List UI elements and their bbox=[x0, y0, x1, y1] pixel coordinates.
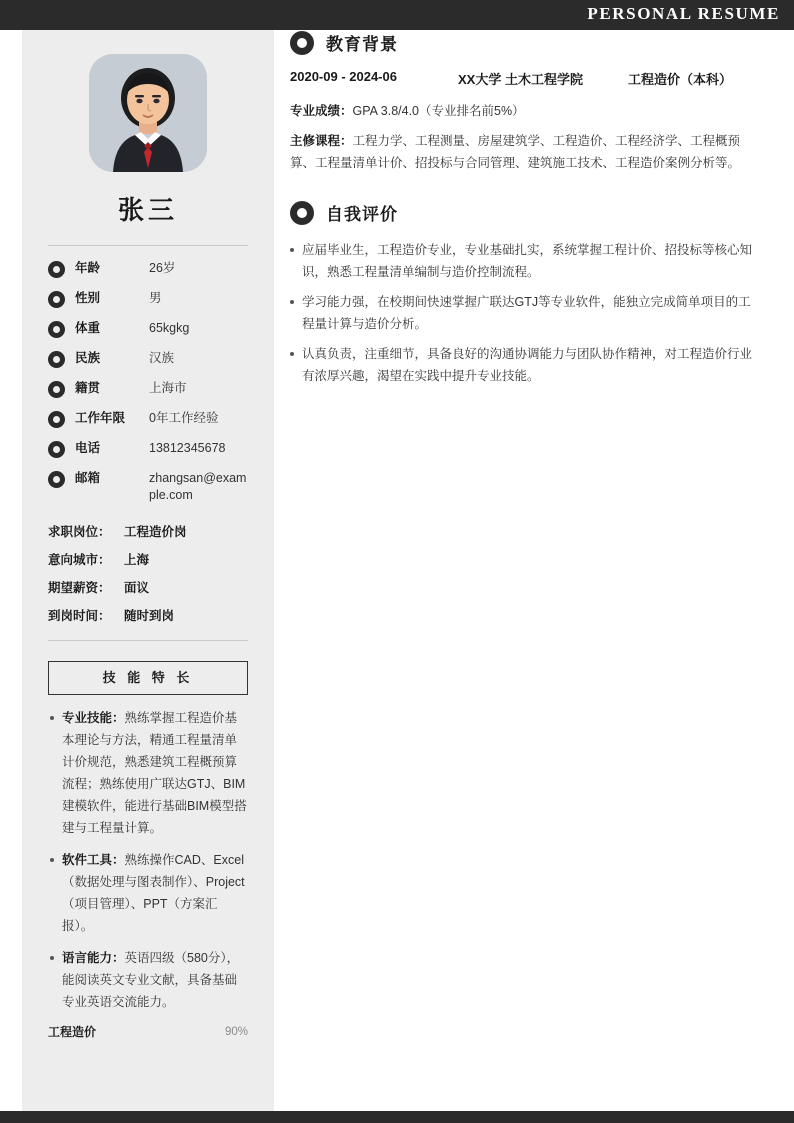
info-row bbox=[48, 380, 248, 398]
candidate-name: 张三 bbox=[117, 195, 178, 225]
section-title: 教育背景 bbox=[326, 35, 398, 54]
circle-dot-icon bbox=[48, 351, 65, 368]
info-value: 男 bbox=[149, 291, 162, 305]
education-section bbox=[290, 30, 760, 174]
circle-dot-icon bbox=[48, 261, 65, 278]
list-item bbox=[50, 707, 248, 839]
pref-label: 期望薪资： bbox=[48, 581, 111, 595]
info-value: 26岁 bbox=[149, 261, 176, 275]
skill-label: 软件工具： bbox=[62, 853, 125, 867]
info-row bbox=[48, 410, 248, 428]
evaluation-text: 应届毕业生，工程造价专业，专业基础扎实，系统掌握工程计价、招投标等核心知识，熟悉工程量清单编制与造价控制流程。 bbox=[302, 243, 753, 279]
skill-bar-label: 工程造价 bbox=[48, 1025, 97, 1039]
info-row bbox=[48, 470, 248, 504]
skill-label: 语言能力： bbox=[62, 951, 125, 965]
info-value: zhangsan@example.com bbox=[149, 471, 247, 502]
pref-row bbox=[48, 606, 248, 624]
info-row bbox=[48, 440, 248, 458]
bullet-dot-icon bbox=[290, 352, 294, 356]
pref-row bbox=[48, 578, 248, 596]
job-preferences bbox=[48, 522, 248, 624]
info-label: 体重 bbox=[75, 321, 101, 335]
education-gpa-label: 专业成绩： bbox=[290, 104, 353, 118]
info-value: 65kgkg bbox=[149, 321, 190, 335]
skills-list bbox=[48, 707, 248, 1013]
section-header bbox=[290, 200, 760, 225]
bullet-dot-icon bbox=[50, 858, 54, 862]
education-school: XX大学 土木工程学院 bbox=[458, 72, 583, 87]
education-courses bbox=[290, 130, 760, 174]
info-label: 民族 bbox=[75, 351, 101, 365]
page-title: PERSONAL RESUME bbox=[587, 4, 780, 23]
personal-info-list bbox=[48, 260, 248, 504]
info-value: 0年工作经验 bbox=[149, 411, 219, 425]
info-row bbox=[48, 350, 248, 368]
info-value: 上海市 bbox=[149, 381, 187, 395]
list-item bbox=[290, 291, 760, 335]
evaluation-text: 认真负责，注重细节，具备良好的沟通协调能力与团队协作精神，对工程造价行业有浓厚兴趣，渴望在实践中提升专业技能。 bbox=[302, 347, 753, 383]
skill-label: 专业技能： bbox=[62, 711, 125, 725]
circle-dot-icon bbox=[48, 411, 65, 428]
divider bbox=[48, 245, 248, 246]
sidebar bbox=[22, 30, 274, 1123]
info-label: 工作年限 bbox=[75, 411, 126, 425]
list-item bbox=[50, 849, 248, 937]
bullet-dot-icon bbox=[50, 716, 54, 720]
list-item bbox=[50, 947, 248, 1013]
pref-label: 求职岗位： bbox=[48, 525, 111, 539]
skill-bar-row bbox=[48, 1023, 248, 1040]
circle-dot-icon bbox=[48, 441, 65, 458]
skill-bar-percent: 90% bbox=[224, 1025, 248, 1038]
pref-value: 工程造价岗 bbox=[124, 525, 187, 539]
pref-value: 面议 bbox=[124, 581, 150, 595]
info-label: 电话 bbox=[75, 441, 101, 455]
bullet-dot-icon bbox=[50, 956, 54, 960]
skill-text: 英语四级（580分），能阅读英文专业文献，具备基础专业英语交流能力。 bbox=[62, 951, 240, 1009]
pref-value: 随时到岗 bbox=[124, 609, 175, 623]
pref-row bbox=[48, 550, 248, 568]
education-date: 2020-09 - 2024-06 bbox=[290, 69, 397, 84]
circle-dot-icon bbox=[48, 291, 65, 308]
section-title: 自我评价 bbox=[326, 205, 398, 224]
pref-row bbox=[48, 522, 248, 540]
info-label: 年龄 bbox=[75, 261, 101, 275]
info-label: 籍贯 bbox=[75, 381, 101, 395]
circle-dot-icon bbox=[48, 471, 65, 488]
circle-dot-icon bbox=[290, 31, 314, 55]
list-item bbox=[290, 343, 760, 387]
page-header bbox=[0, 0, 794, 30]
info-value: 13812345678 bbox=[149, 441, 226, 455]
main-content bbox=[290, 30, 760, 413]
education-row bbox=[290, 69, 760, 88]
education-courses-label: 主修课程： bbox=[290, 134, 353, 148]
list-item bbox=[290, 239, 760, 283]
footer-bar bbox=[0, 1111, 794, 1123]
info-value: 汉族 bbox=[149, 351, 175, 365]
education-courses-value: 工程力学、工程测量、房屋建筑学、工程造价、工程经济学、工程概预算、工程量清单计价、招投标与合同管理、建筑施工技术、工程造价案例分析等。 bbox=[290, 134, 741, 170]
info-row bbox=[48, 260, 248, 278]
pref-label: 到岗时间： bbox=[48, 609, 111, 623]
circle-dot-icon bbox=[48, 321, 65, 338]
bullet-dot-icon bbox=[290, 248, 294, 252]
divider bbox=[48, 640, 248, 641]
circle-dot-icon bbox=[290, 201, 314, 225]
education-major: 工程造价（本科） bbox=[628, 72, 733, 87]
education-gpa-value: GPA 3.8/4.0（专业排名前5%） bbox=[352, 104, 525, 118]
self-evaluation-section bbox=[290, 200, 760, 387]
skill-text: 熟练掌握工程造价基本理论与方法，精通工程量清单计价规范，熟悉建筑工程概预算流程；熟练使用广联达GTJ、BIM建模软件，能进行基础BIM模型搭建与工程量计算。 bbox=[62, 711, 247, 835]
avatar-illustration bbox=[89, 54, 207, 172]
section-header bbox=[290, 30, 760, 55]
info-label: 邮箱 bbox=[75, 471, 101, 485]
evaluation-text: 学习能力强，在校期间快速掌握广联达GTJ等专业软件，能独立完成简单项目的工程量计算与造价分析。 bbox=[302, 295, 751, 331]
info-label: 性别 bbox=[75, 291, 101, 305]
pref-label: 意向城市： bbox=[48, 553, 111, 567]
info-row bbox=[48, 320, 248, 338]
skill-text: 熟练操作CAD、Excel（数据处理与图表制作）、Project（项目管理）、PPT（方案汇报）。 bbox=[62, 853, 245, 933]
avatar bbox=[89, 54, 207, 172]
bullet-dot-icon bbox=[290, 300, 294, 304]
education-gpa bbox=[290, 100, 760, 122]
circle-dot-icon bbox=[48, 381, 65, 398]
skills-section-title: 技 能 特 长 bbox=[48, 661, 248, 695]
info-row bbox=[48, 290, 248, 308]
pref-value: 上海 bbox=[124, 553, 150, 567]
